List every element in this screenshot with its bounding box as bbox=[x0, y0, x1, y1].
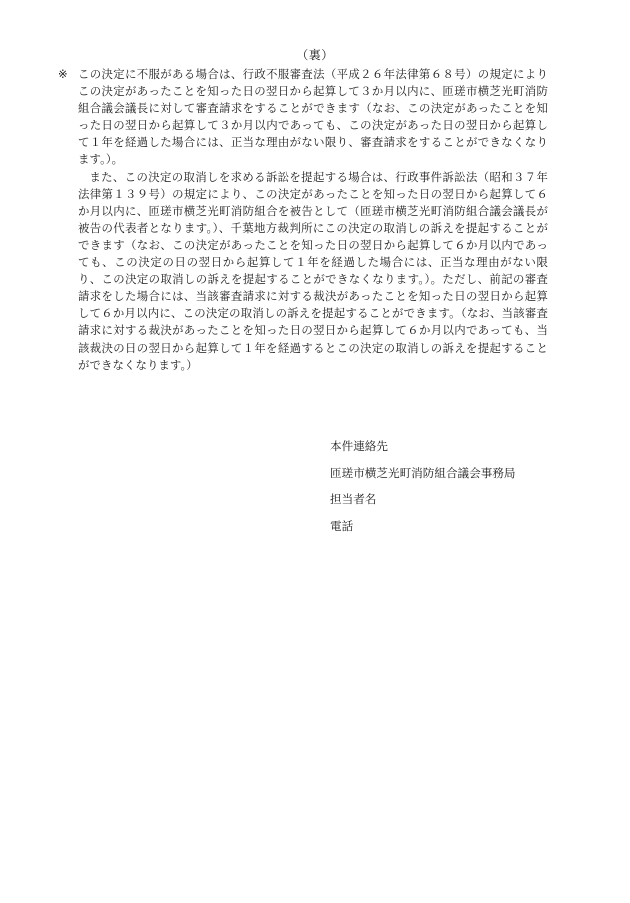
contact-block bbox=[330, 438, 516, 544]
appeal-notice bbox=[58, 66, 548, 374]
contact-person-label: 担当者名 bbox=[330, 492, 377, 506]
notice-paragraph-lawsuit: また、この決定の取消しを求める訴訟を提起する場合は、行政事件訴訟法（昭和３７年法律第１３９号）の規定により、この決定があったことを知った日の翌日から起算して６か月以内に、匝瑳市横芝光町消防組合を被告として（匝瑳市横芝光町消防組合議会議長が被告の代表者となります。）、千葉地方裁判所にこの決定の取消しの訴えを提起することができます（なお、この決定があったことを知った日の翌日から起算して６か月以内であっても、この決定の日の翌日から起算して１年を経過した場合には、正当な理由がない限り、この決定の取消しの訴えを提起することができなくなります。）。ただし、前記の審査請求をした場合には、当該審査請求に対する裁決があったことを知った日の翌日から起算して６か月以内に、この決定の取消しの訴えを提起することができます。（なお、当該審査請求に対する裁決があったことを知った日の翌日から起算して６か月以内であっても、当該裁決の日の翌日から起算して１年を経過するとこの決定の取消しの訴えを提起することができなくなります。） bbox=[78, 169, 548, 372]
page-side-label: （裏） bbox=[296, 48, 334, 62]
contact-phone-label: 電話 bbox=[330, 518, 354, 533]
reference-mark: ※ bbox=[58, 67, 68, 81]
contact-office: 匝瑳市横芝光町消防組合議会事務局 bbox=[330, 465, 516, 480]
notice-paragraph-appeal: この決定に不服がある場合は、行政不服審査法（平成２６年法律第６８号）の規定によりこの決定があったことを知った日の翌日から起算して３か月以内に、匝瑳市横芝光町消防組合議会議長に対して審査請求をすることができます（なお、この決定があったことを知った日の翌日から起算して３か月以内であっても、この決定があった日の翌日から起算して１年を経過した場合には、正当な理由がない限り、審査請求をすることができなくなります。）。 bbox=[78, 67, 548, 167]
contact-heading: 本件連絡先 bbox=[330, 439, 388, 453]
